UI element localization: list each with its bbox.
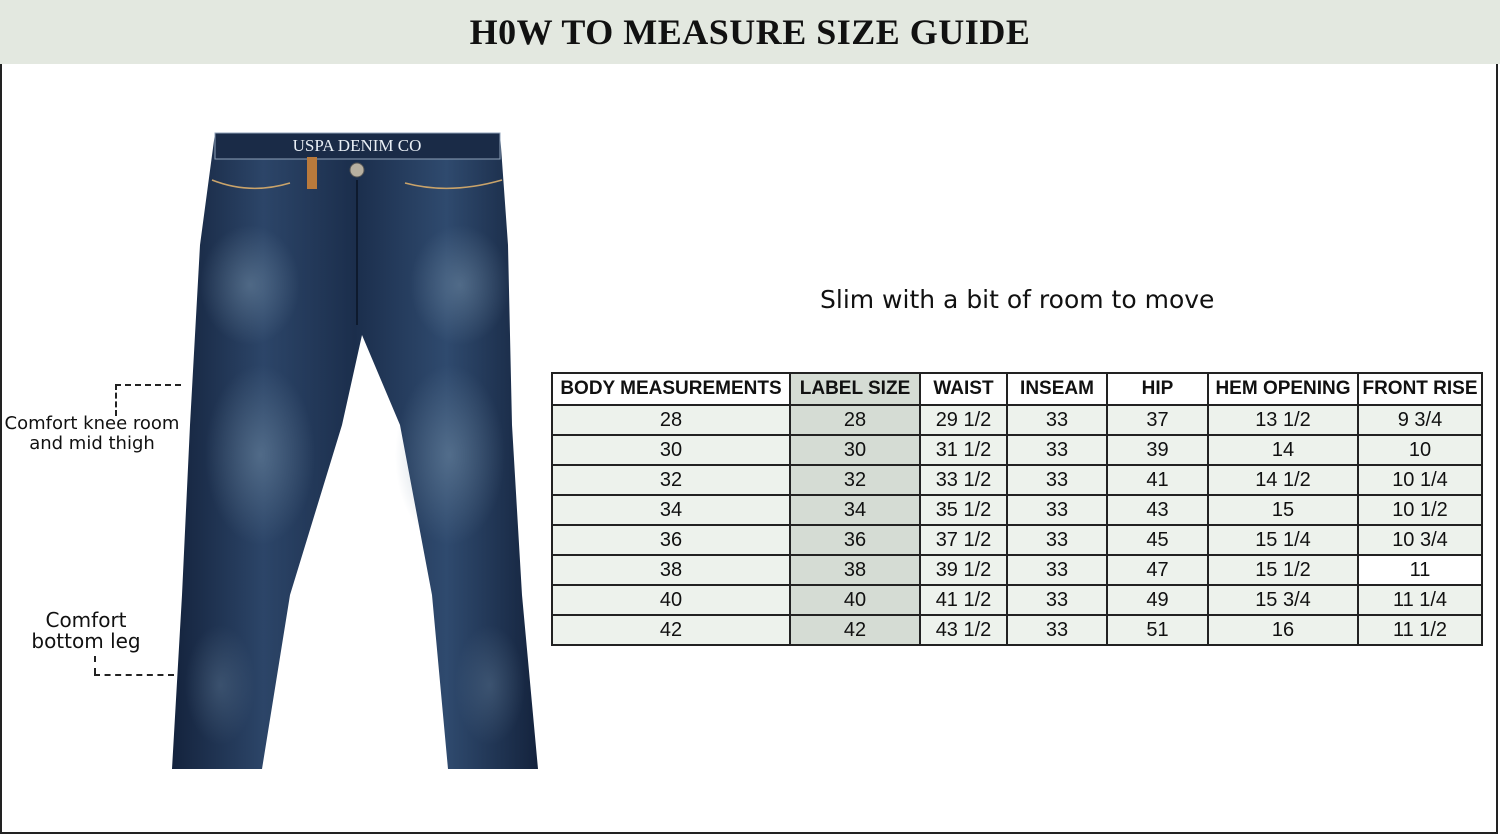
cell-waist: 43 1/2 (920, 615, 1007, 645)
table-row (552, 495, 1482, 525)
cell-rise: 11 1/4 (1358, 585, 1482, 615)
button (350, 163, 364, 177)
cell-label-size: 30 (790, 435, 920, 465)
cell-hem: 15 1/4 (1208, 525, 1358, 555)
cell-hem: 16 (1208, 615, 1358, 645)
cell-waist: 37 1/2 (920, 525, 1007, 555)
table-row (552, 615, 1482, 645)
cell-waist: 41 1/2 (920, 585, 1007, 615)
table-row (552, 525, 1482, 555)
page-title: H0W TO MEASURE SIZE GUIDE (469, 12, 1031, 52)
cell-waist: 39 1/2 (920, 555, 1007, 585)
knee-callout-label (2, 414, 182, 454)
cell-rise: 9 3/4 (1358, 405, 1482, 435)
cell-inseam: 33 (1007, 435, 1107, 465)
knee-callout-line-h (115, 384, 181, 386)
cell-hem: 15 (1208, 495, 1358, 525)
cell-hem: 13 1/2 (1208, 405, 1358, 435)
cell-waist: 35 1/2 (920, 495, 1007, 525)
cell-hip: 39 (1107, 435, 1208, 465)
table-row (552, 555, 1482, 585)
cell-inseam: 33 (1007, 465, 1107, 495)
header-hem-opening: HEM OPENING (1208, 373, 1358, 405)
cell-hip: 47 (1107, 555, 1208, 585)
table-row (552, 405, 1482, 435)
cell-body: 36 (552, 525, 790, 555)
cell-label-size: 42 (790, 615, 920, 645)
header-hip: HIP (1107, 373, 1208, 405)
header-inseam: INSEAM (1007, 373, 1107, 405)
leather-patch (307, 157, 317, 189)
header-front-rise: FRONT RISE (1358, 373, 1482, 405)
cell-label-size: 38 (790, 555, 920, 585)
cell-body: 34 (552, 495, 790, 525)
bottom-callout-line2: bottom leg (31, 629, 141, 653)
cell-waist: 29 1/2 (920, 405, 1007, 435)
cell-body: 28 (552, 405, 790, 435)
cell-inseam: 33 (1007, 405, 1107, 435)
cell-rise: 10 (1358, 435, 1482, 465)
cell-hip: 37 (1107, 405, 1208, 435)
cell-body: 30 (552, 435, 790, 465)
cell-rise: 11 (1358, 555, 1482, 585)
header-label-size: LABEL SIZE (790, 373, 920, 405)
size-table (551, 372, 1483, 646)
cell-label-size: 28 (790, 405, 920, 435)
cell-label-size: 32 (790, 465, 920, 495)
cell-label-size: 34 (790, 495, 920, 525)
header-body-measurements: BODY MEASUREMENTS (552, 373, 790, 405)
bottom-callout-line1: Comfort (45, 608, 127, 632)
cell-hip: 43 (1107, 495, 1208, 525)
knee-callout-line1: Comfort knee room (4, 413, 180, 434)
cell-rise: 10 1/4 (1358, 465, 1482, 495)
cell-rise: 10 3/4 (1358, 525, 1482, 555)
cell-rise: 11 1/2 (1358, 615, 1482, 645)
cell-inseam: 33 (1007, 555, 1107, 585)
cell-inseam: 33 (1007, 525, 1107, 555)
table-header-row (552, 373, 1482, 405)
cell-hip: 41 (1107, 465, 1208, 495)
cell-body: 42 (552, 615, 790, 645)
cell-inseam: 33 (1007, 585, 1107, 615)
cell-hip: 51 (1107, 615, 1208, 645)
cell-body: 40 (552, 585, 790, 615)
table-row (552, 435, 1482, 465)
cell-waist: 31 1/2 (920, 435, 1007, 465)
fit-description: Slim with a bit of room to move (820, 285, 1215, 314)
cell-hem: 15 1/2 (1208, 555, 1358, 585)
cell-hip: 45 (1107, 525, 1208, 555)
table-row (552, 585, 1482, 615)
cell-hem: 14 1/2 (1208, 465, 1358, 495)
cell-hip: 49 (1107, 585, 1208, 615)
cell-inseam: 33 (1007, 495, 1107, 525)
table-row (552, 465, 1482, 495)
header-bar (0, 0, 1500, 64)
cell-rise: 10 1/2 (1358, 495, 1482, 525)
cell-label-size: 40 (790, 585, 920, 615)
knee-callout-line2: and mid thigh (29, 433, 155, 454)
cell-body: 38 (552, 555, 790, 585)
cell-label-size: 36 (790, 525, 920, 555)
bottom-callout-line-h (94, 674, 174, 676)
cell-hem: 14 (1208, 435, 1358, 465)
bottom-callout-label (16, 610, 156, 652)
brand-text: USPA DENIM CO (292, 136, 422, 155)
jeans-image (150, 125, 550, 775)
cell-waist: 33 1/2 (920, 465, 1007, 495)
knee-callout-line-v (115, 384, 117, 416)
bottom-callout-line-v (94, 656, 96, 674)
cell-inseam: 33 (1007, 615, 1107, 645)
cell-body: 32 (552, 465, 790, 495)
cell-hem: 15 3/4 (1208, 585, 1358, 615)
header-waist: WAIST (920, 373, 1007, 405)
